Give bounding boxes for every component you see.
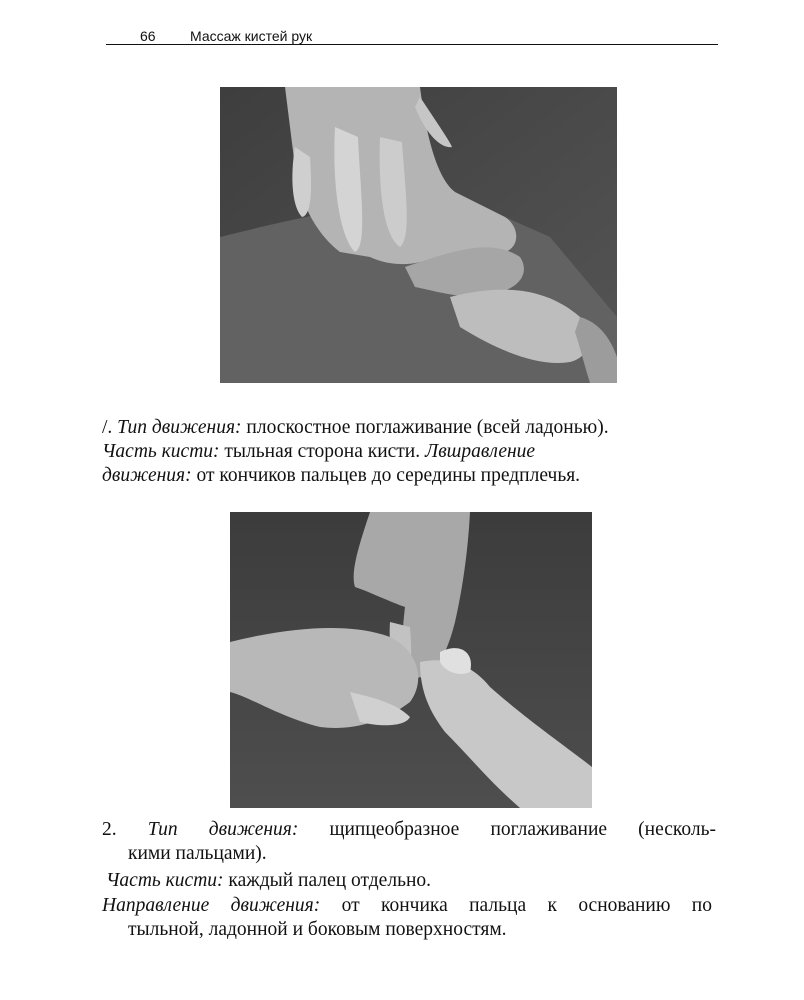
page-header bbox=[106, 28, 718, 45]
caption-1-part-label: Часть кисти: bbox=[102, 441, 220, 462]
caption-2-direction-label: Направление движения: bbox=[102, 895, 321, 916]
caption-1-part-value: тыльная сторона кисти. bbox=[224, 441, 421, 462]
caption-1-direction-label-b: движения: bbox=[102, 465, 192, 486]
caption-1-direction-label-a: Лвшравление bbox=[425, 441, 536, 462]
caption-2-number: 2. bbox=[102, 819, 117, 840]
caption-2-part-value: каждый палец отдельно. bbox=[228, 870, 432, 891]
photo-hands-pinching bbox=[230, 512, 592, 808]
caption-2-direction-value-a: от кончика пальца к основанию по bbox=[341, 895, 712, 916]
caption-2-type-value-b: кими пальцами). bbox=[128, 843, 267, 864]
caption-2-type-value-a: щипцеобразное поглаживание (несколь- bbox=[329, 819, 717, 840]
caption-1-direction-value: от кончиков пальцев до середины предплечья. bbox=[196, 465, 581, 486]
caption-1-type-value: плоскостное поглаживание (всей ладонью). bbox=[246, 417, 609, 438]
caption-2-direction-value-b: тыльной, ладонной и боковым поверхностям. bbox=[128, 919, 507, 940]
caption-2-type-label: Тип движения: bbox=[147, 819, 299, 840]
page-number: 66 bbox=[140, 28, 156, 44]
caption-1-number: /. bbox=[102, 417, 113, 438]
photo-hands-stroking bbox=[220, 87, 617, 383]
running-title: Массаж кистей рук bbox=[190, 28, 313, 44]
caption-1-type-label: Тип движения: bbox=[117, 417, 242, 438]
caption-2-part-label: Часть кисти: bbox=[106, 870, 224, 891]
